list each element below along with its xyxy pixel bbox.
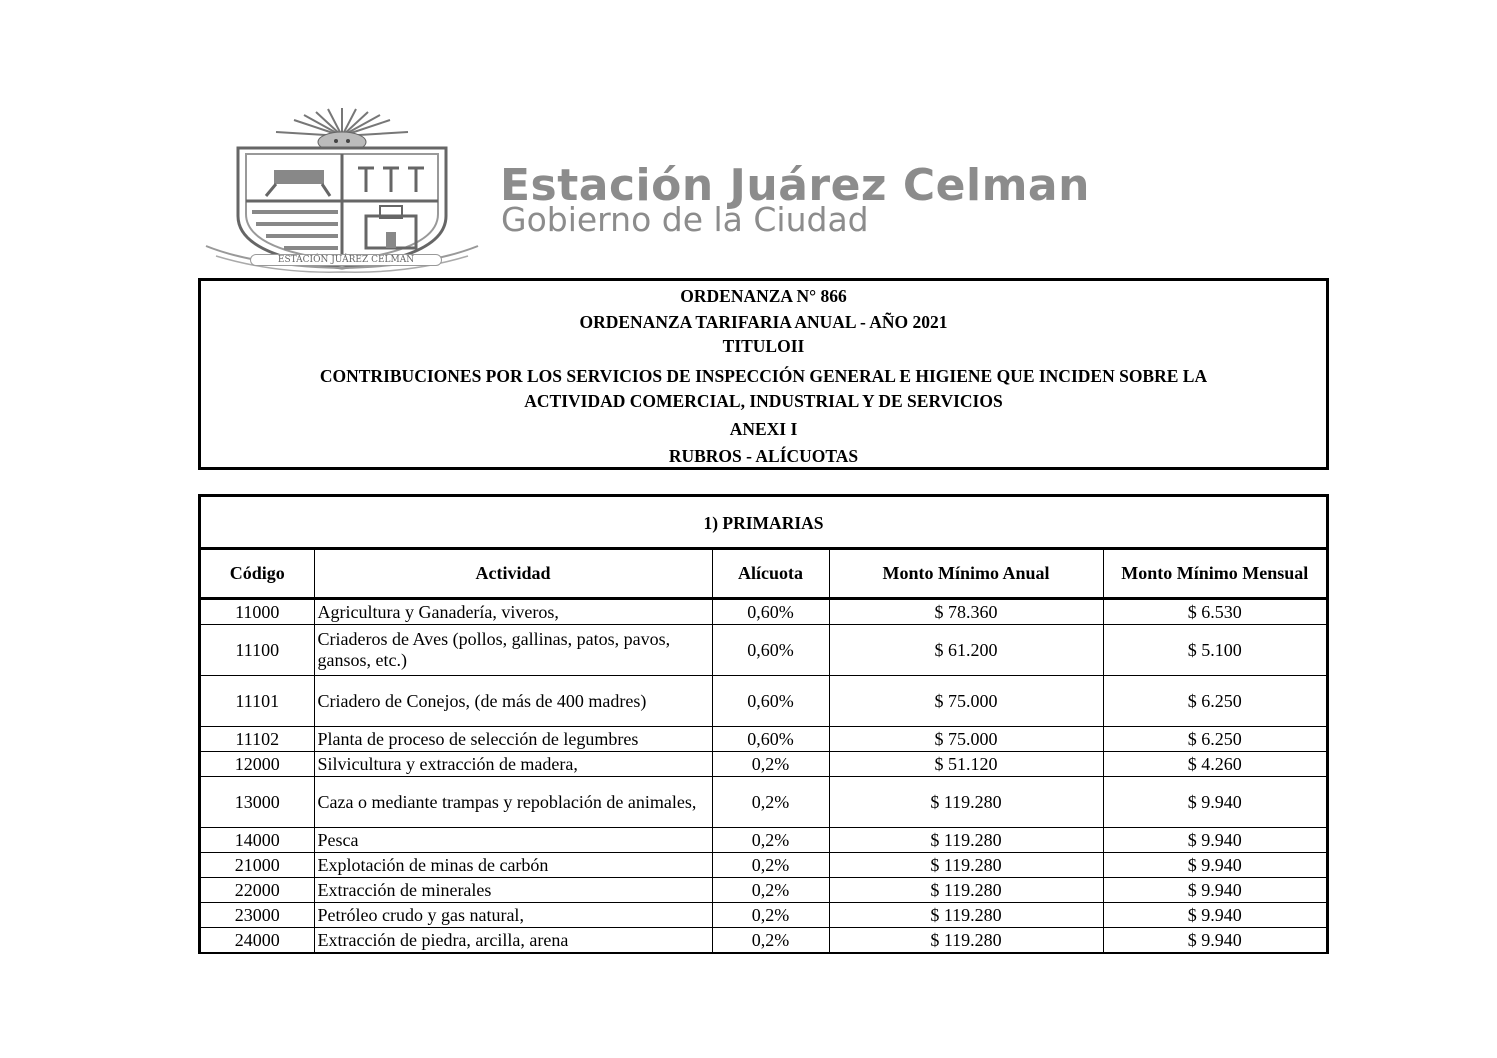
cell-mensual: $ 9.940 xyxy=(1103,928,1326,954)
table-row xyxy=(201,777,1326,828)
cell-alicuota: 0,2% xyxy=(712,752,829,777)
cell-alicuota: 0,2% xyxy=(712,853,829,878)
table-row xyxy=(201,853,1326,878)
cell-codigo: 11100 xyxy=(201,625,314,676)
table-row xyxy=(201,878,1326,903)
cell-anual: $ 119.280 xyxy=(829,853,1103,878)
cell-actividad: Petróleo crudo y gas natural, xyxy=(314,903,712,928)
government-subtitle: Gobierno de la Ciudad xyxy=(501,200,869,239)
cell-actividad: Criaderos de Aves (pollos, gallinas, patos, pavos, gansos, etc.) xyxy=(314,625,712,676)
cell-alicuota: 0,2% xyxy=(712,928,829,954)
anexo-heading: ANEXI I xyxy=(729,419,798,439)
seal-ribbon-text: ESTACIÓN JUÁREZ CELMAN xyxy=(250,254,442,266)
cell-anual: $ 75.000 xyxy=(829,727,1103,752)
cell-codigo: 11102 xyxy=(201,727,314,752)
cell-mensual: $ 6.250 xyxy=(1103,676,1326,727)
cell-anual: $ 78.360 xyxy=(829,599,1103,625)
cell-mensual: $ 5.100 xyxy=(1103,625,1326,676)
table-row xyxy=(201,599,1326,625)
cell-codigo: 11101 xyxy=(201,676,314,727)
cell-anual: $ 119.280 xyxy=(829,878,1103,903)
table-row xyxy=(201,928,1326,954)
cell-mensual: $ 9.940 xyxy=(1103,878,1326,903)
cell-mensual: $ 9.940 xyxy=(1103,828,1326,853)
activity-rates-table xyxy=(198,494,1329,954)
subject-line-2: ACTIVIDAD COMERCIAL, INDUSTRIAL Y DE SERVICIOS xyxy=(524,391,1003,411)
cell-alicuota: 0,2% xyxy=(712,828,829,853)
cell-alicuota: 0,60% xyxy=(712,727,829,752)
cell-codigo: 14000 xyxy=(201,828,314,853)
table-row xyxy=(201,828,1326,853)
col-header-actividad: Actividad xyxy=(314,550,712,599)
cell-anual: $ 75.000 xyxy=(829,676,1103,727)
cell-codigo: 12000 xyxy=(201,752,314,777)
cell-actividad: Explotación de minas de carbón xyxy=(314,853,712,878)
table-row xyxy=(201,752,1326,777)
col-header-codigo: Código xyxy=(201,550,314,599)
cell-codigo: 22000 xyxy=(201,878,314,903)
cell-alicuota: 0,60% xyxy=(712,676,829,727)
cell-anual: $ 119.280 xyxy=(829,828,1103,853)
cell-mensual: $ 6.530 xyxy=(1103,599,1326,625)
cell-codigo: 24000 xyxy=(201,928,314,954)
cell-codigo: 13000 xyxy=(201,777,314,828)
col-header-mensual: Monto Mínimo Mensual xyxy=(1103,550,1326,599)
cell-actividad: Pesca xyxy=(314,828,712,853)
municipality-name: Estación Juárez Celman xyxy=(500,160,1090,211)
table-row xyxy=(201,903,1326,928)
cell-actividad: Agricultura y Ganadería, viveros, xyxy=(314,599,712,625)
cell-codigo: 11000 xyxy=(201,599,314,625)
cell-alicuota: 0,2% xyxy=(712,878,829,903)
cell-alicuota: 0,60% xyxy=(712,599,829,625)
col-header-anual: Monto Mínimo Anual xyxy=(829,550,1103,599)
table-header-row xyxy=(201,550,1326,599)
cell-mensual: $ 4.260 xyxy=(1103,752,1326,777)
coat-of-arms-icon xyxy=(196,106,488,276)
cell-actividad: Silvicultura y extracción de madera, xyxy=(314,752,712,777)
cell-alicuota: 0,2% xyxy=(712,777,829,828)
col-header-alicuota: Alícuota xyxy=(712,550,829,599)
cell-anual: $ 119.280 xyxy=(829,777,1103,828)
rates-grid xyxy=(201,550,1326,954)
section-title: 1) PRIMARIAS xyxy=(201,497,1326,550)
cell-actividad: Caza o mediante trampas y repoblación de animales, xyxy=(314,777,712,828)
rubros-heading: RUBROS - ALÍCUOTAS xyxy=(668,446,859,466)
subject-line-1: CONTRIBUCIONES POR LOS SERVICIOS DE INSPECCIÓN GENERAL E HIGIENE QUE INCIDEN SOBRE LA xyxy=(319,366,1208,386)
ordinance-number: ORDENANZA N° 866 xyxy=(680,286,847,306)
cell-mensual: $ 6.250 xyxy=(1103,727,1326,752)
municipal-seal-logo xyxy=(196,106,488,276)
cell-mensual: $ 9.940 xyxy=(1103,903,1326,928)
cell-mensual: $ 9.940 xyxy=(1103,853,1326,878)
cell-anual: $ 61.200 xyxy=(829,625,1103,676)
cell-actividad: Extracción de minerales xyxy=(314,878,712,903)
table-row xyxy=(201,625,1326,676)
table-row xyxy=(201,676,1326,727)
cell-mensual: $ 9.940 xyxy=(1103,777,1326,828)
cell-anual: $ 51.120 xyxy=(829,752,1103,777)
cell-actividad: Criadero de Conejos, (de más de 400 madres) xyxy=(314,676,712,727)
ordinance-tariff-title: ORDENANZA TARIFARIA ANUAL - AÑO 2021 xyxy=(579,312,948,332)
cell-codigo: 23000 xyxy=(201,903,314,928)
cell-codigo: 21000 xyxy=(201,853,314,878)
cell-actividad: Extracción de piedra, arcilla, arena xyxy=(314,928,712,954)
cell-alicuota: 0,60% xyxy=(712,625,829,676)
cell-actividad: Planta de proceso de selección de legumbres xyxy=(314,727,712,752)
table-row xyxy=(201,727,1326,752)
titulo-heading: TITULOII xyxy=(722,336,805,356)
cell-alicuota: 0,2% xyxy=(712,903,829,928)
cell-anual: $ 119.280 xyxy=(829,903,1103,928)
cell-anual: $ 119.280 xyxy=(829,928,1103,954)
ordinance-title-block xyxy=(198,278,1329,470)
